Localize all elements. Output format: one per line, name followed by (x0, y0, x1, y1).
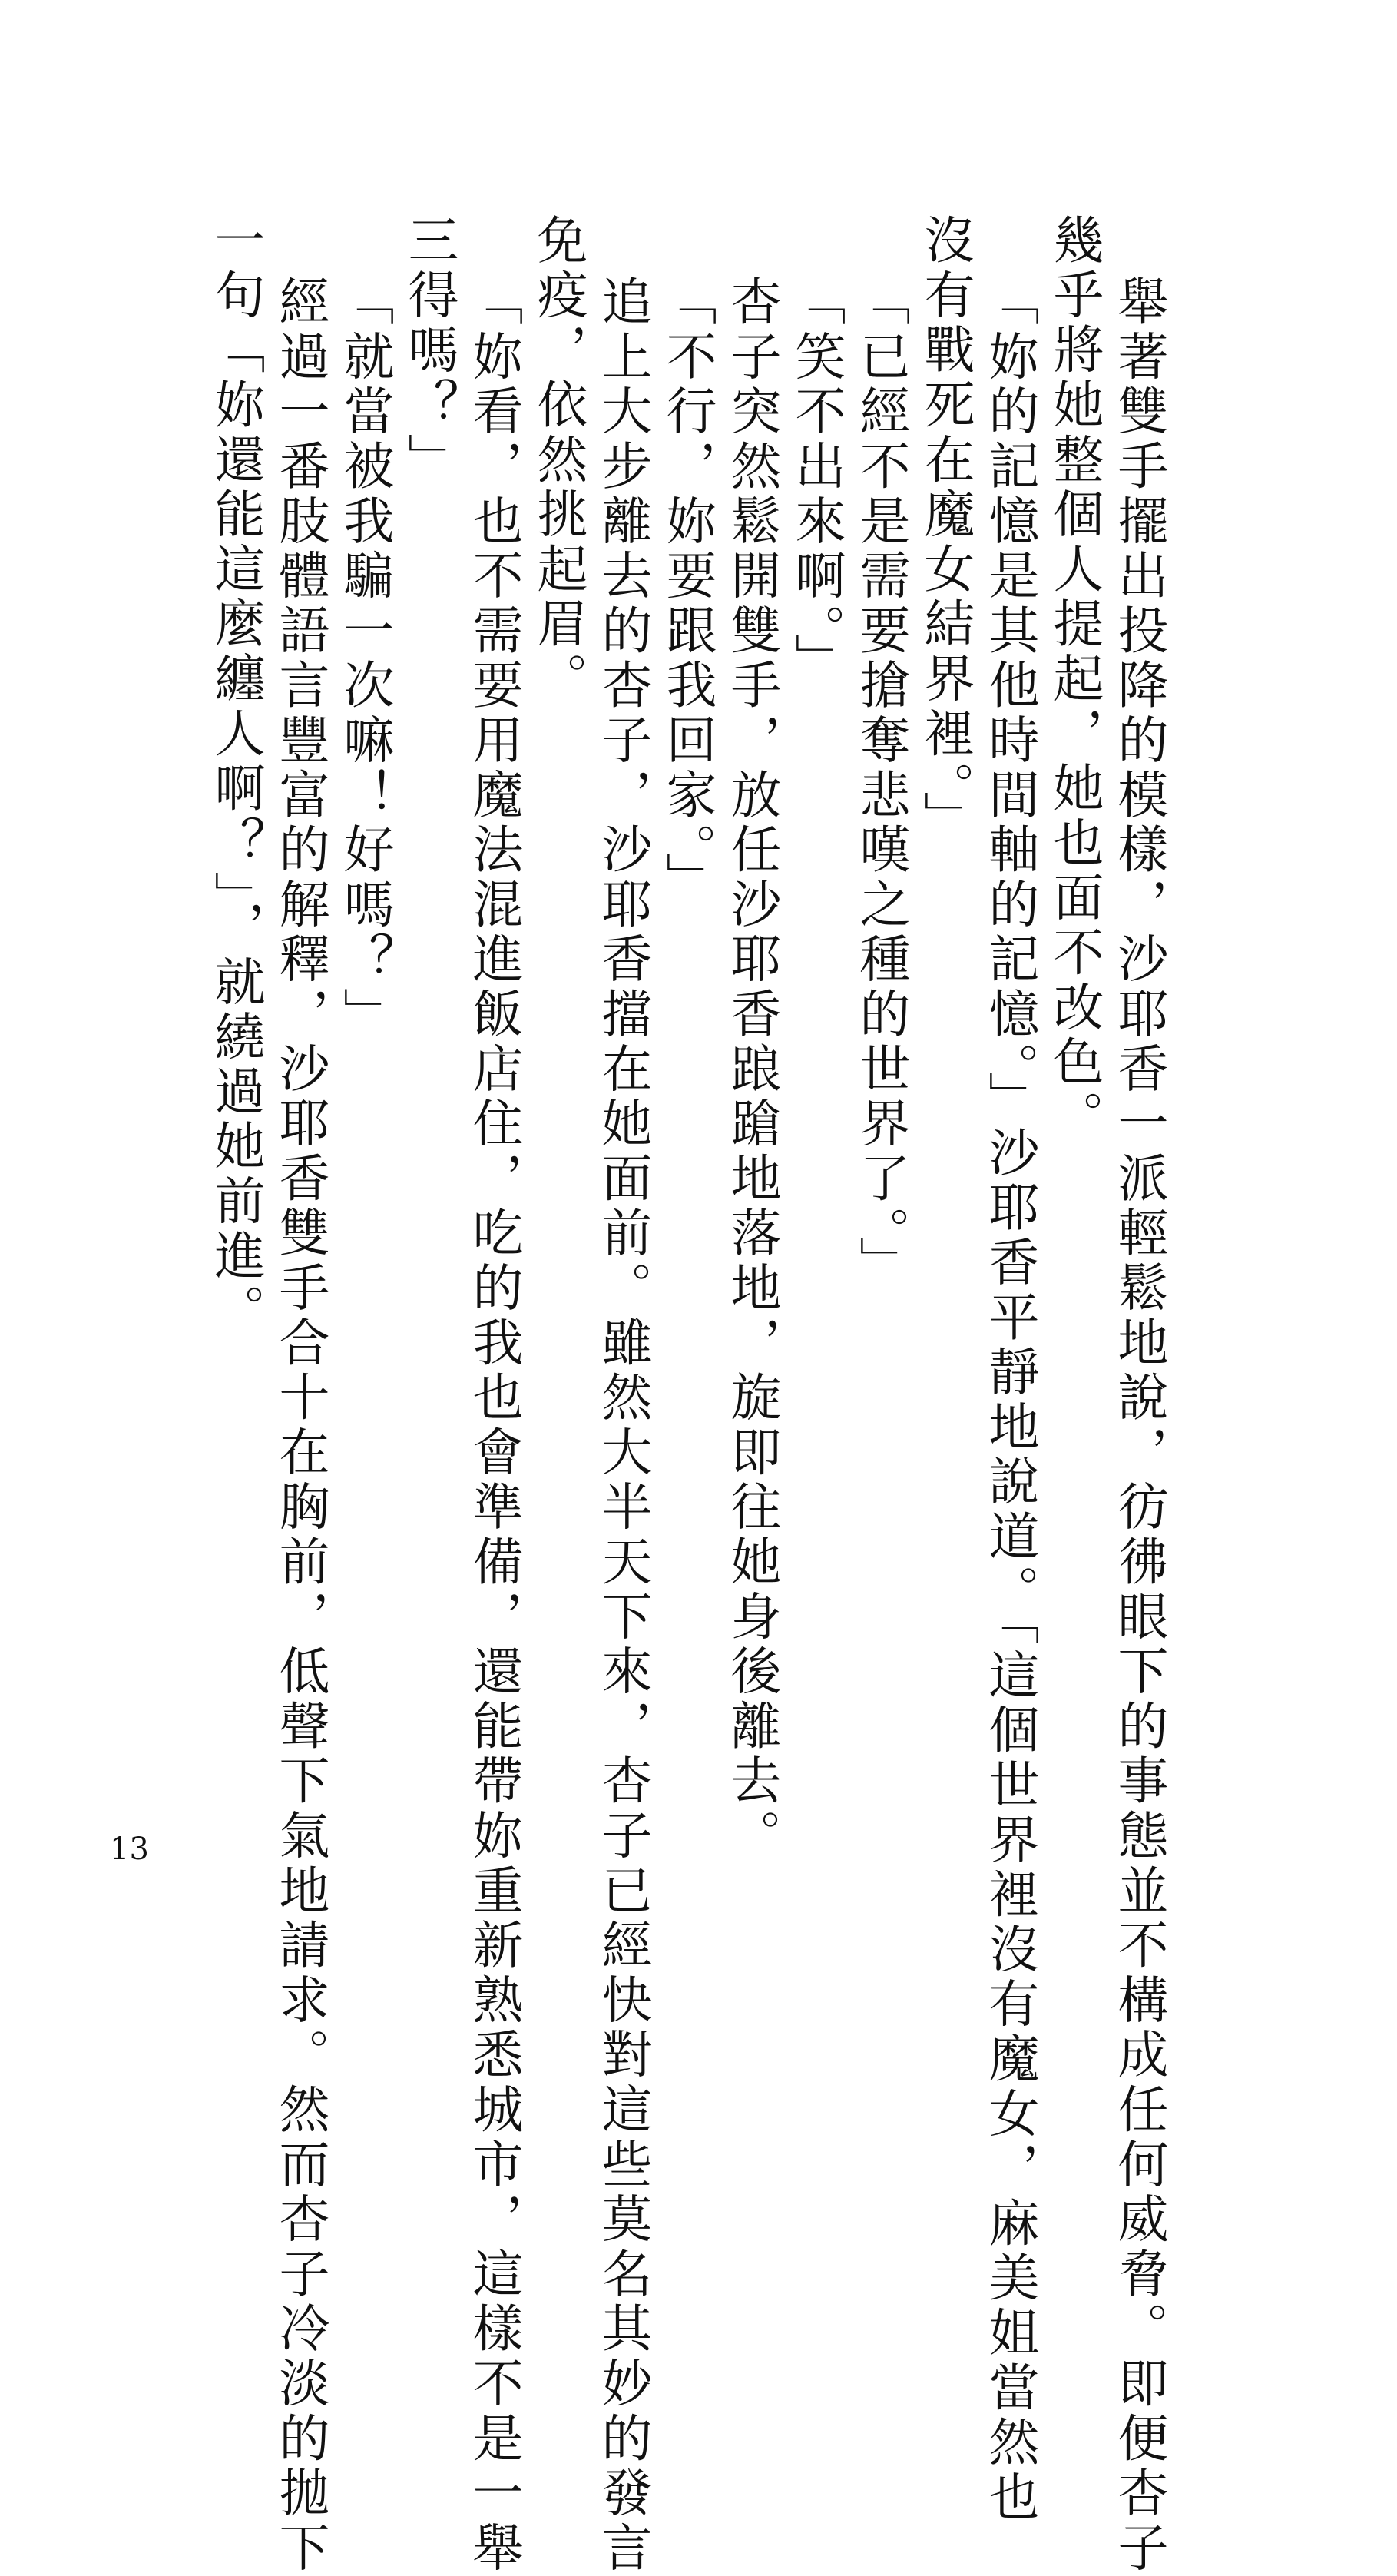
text-line-9 (591, 0, 654, 2576)
text-line-11-text: 「妳看，也不需要用魔法混進飯店住，吃的我也會準備，還能帶妳重新熟悉城市，這樣不是一舉 (464, 275, 523, 2576)
text-line-12 (397, 0, 460, 1960)
page-number: 13 (110, 1832, 149, 1867)
text-line-2-text: 幾乎將她整個人提起，她也面不改色。 (1044, 214, 1104, 1145)
text-line-11 (462, 0, 525, 2576)
text-line-13 (333, 0, 396, 1960)
text-line-9-text: 追上大步離去的杏子，沙耶香擋在她面前。雖然大半天下來，杏子已經快對這些莫名其妙的發言 (593, 275, 652, 2576)
text-line-6-text: 「笑不出來啊。」 (786, 275, 846, 688)
text-line-8-text: 「不行，妳要跟我回家。」 (657, 275, 717, 907)
text-line-10 (526, 0, 589, 1960)
text-line-15-text: 一句「妳還能這麼纏人啊？」，就繞過她前進。 (206, 214, 265, 1339)
text-line-14-text: 經過一番肢體語言豐富的解釋，沙耶香雙手合十在胸前，低聲下氣地請求。然而杏子冷淡的拋下 (270, 275, 329, 2576)
text-line-7-text: 杏子突然鬆開雙手，放任沙耶香踉蹌地落地，旋即往她身後離去。 (722, 275, 781, 1864)
text-line-1-text: 舉著雙手擺出投降的模樣，沙耶香一派輕鬆地說，彷彿眼下的事態並不構成任何威脅。即便杏子 (1109, 275, 1168, 2576)
text-line-4 (913, 0, 976, 1960)
text-line-7 (720, 0, 783, 1960)
text-line-12-text: 三得嗎？」 (399, 214, 458, 488)
text-line-14 (268, 0, 331, 2576)
text-line-5-text: 「已經不是需要搶奪悲嘆之種的世界了。」 (851, 275, 910, 1291)
text-line-1 (1107, 0, 1170, 2576)
text-line-2 (1042, 0, 1105, 1960)
text-line-15 (204, 0, 266, 1960)
text-line-6 (784, 0, 847, 1960)
text-line-8 (655, 0, 718, 1960)
text-line-13-text: 「就當被我騙一次嘛！好嗎？」 (335, 275, 394, 1043)
text-line-10-text: 免疫，依然挑起眉。 (528, 214, 588, 707)
text-line-5 (849, 0, 912, 1960)
text-line-3 (978, 0, 1041, 2525)
text-line-3-text: 「妳的記憶是其他時間軸的記憶。」沙耶香平靜地說道。「這個世界裡沒有魔女，麻美姐當然也 (980, 275, 1039, 2525)
text-line-4-text: 沒有戰死在魔女結界裡。」 (915, 214, 975, 846)
